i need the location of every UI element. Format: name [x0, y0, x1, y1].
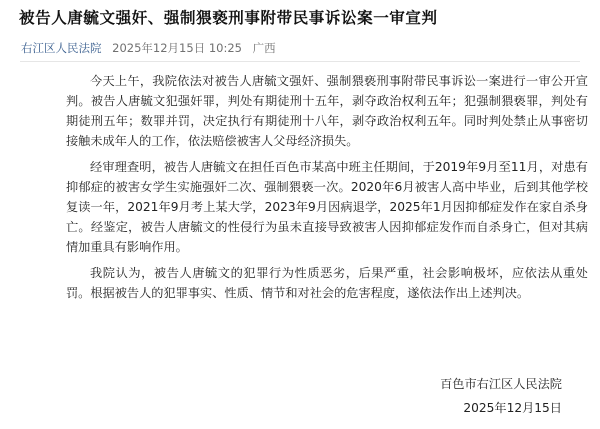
signature-block: [440, 372, 562, 420]
header-divider: [20, 61, 580, 62]
article-meta: [21, 40, 283, 56]
publish-location: 广西: [252, 41, 276, 55]
article-title: 被告人唐毓文强奸、强制猥亵刑事附带民事诉讼案一审宣判: [19, 9, 438, 27]
signature-court: 百色市右江区人民法院: [440, 377, 562, 391]
source-link[interactable]: 右江区人民法院: [21, 41, 102, 55]
paragraph-verdict: 今天上午，我院依法对被告人唐毓文强奸、强制猥亵刑事附带民事诉讼一案进行一审公开宣判。被告人唐毓文犯强奸罪，判处有期徒刑十五年，剥夺政治权利五年；犯强制猥亵罪，判处有期徒刑五年；数罪并罚，决定执行有期徒刑十八年，剥夺政治权利五年。同时判处禁止从事密切接触未成年人的工作，依法赔偿被害人父母经济损失。: [66, 74, 588, 148]
paragraph-reasoning: 我院认为，被告人唐毓文的犯罪行为性质恶劣，后果严重，社会影响极坏，应依法从重处罚。根据被告人的犯罪事实、性质、情节和对社会的危害程度，遂依法作出上述判决。: [66, 266, 588, 300]
publish-datetime: 2025年12月15日 10:25: [112, 41, 242, 55]
signature-date: 2025年12月15日: [463, 401, 562, 415]
paragraph-facts: 经审理查明，被告人唐毓文在担任百色市某高中班主任期间，于2019年9月至11月，对患有抑郁症的被害女学生实施强奸二次、强制猥亵一次。2020年6月被害人高中毕业，后到其他学校复读一年，2021年9月考上某大学，2023年9月因病退学，2025年1月因抑郁症发作在家自杀身亡。经鉴定，被告人唐毓文的性侵行为虽未直接导致被害人因抑郁症发作而自杀身亡，但对其病情加重具有影响作用。: [66, 160, 588, 254]
article-body: [66, 71, 588, 309]
